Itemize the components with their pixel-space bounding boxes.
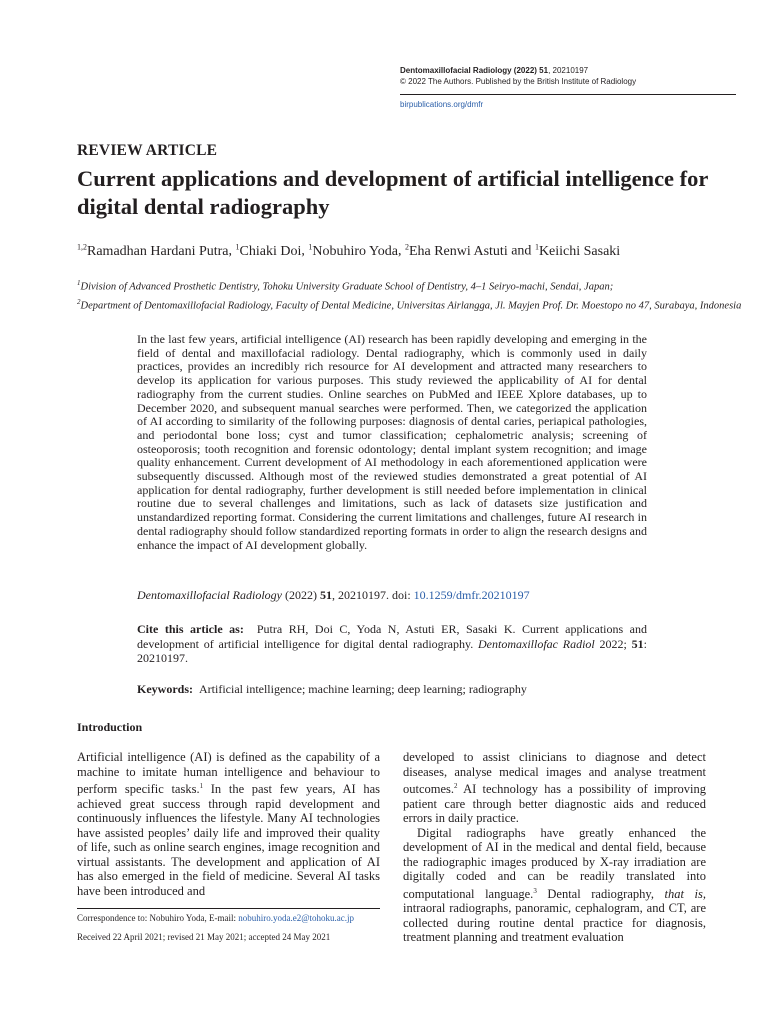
author-name: Ramadhan Hardani Putra	[87, 243, 229, 259]
body-paragraph	[77, 750, 380, 898]
journal-name: Dentomaxillofacial Radiology (2022)	[400, 66, 537, 75]
body-column-left	[77, 750, 380, 898]
citation-journal: Dentomaxillofacial Radiology	[137, 588, 282, 602]
footnotes	[77, 908, 380, 943]
affiliation-text: Division of Advanced Prosthetic Dentistry, Tohoku University Graduate School of Dentistry, 4–1 Seiryo-machi, Sendai, Japan;	[80, 281, 614, 293]
keywords	[137, 682, 647, 697]
paragraph-text: AI technology has a possibility of improving patient care through better diagnostic aids and reduced errors in daily practice.	[403, 782, 706, 826]
journal-article-id: , 20210197	[548, 66, 589, 75]
cite-as-volume: 51	[631, 636, 644, 651]
author-affiliation-marker: 1	[534, 242, 539, 251]
reference-marker[interactable]: 3	[533, 886, 537, 895]
correspondence-label: Correspondence to: Nobuhiro Yoda, E-mail:	[77, 913, 239, 923]
affiliation-number: 2	[77, 297, 81, 306]
received-dates: Received 22 April 2021; revised 21 May 2021; accepted 24 May 2021	[77, 932, 331, 942]
citation-volume: 51	[319, 588, 332, 602]
author-affiliation-marker: 1	[308, 242, 313, 251]
author-separator: ,	[397, 243, 405, 259]
cite-as-text: Putra RH, Doi C, Yoda N, Astuti ER, Sasaki K. Current applications and development of artificial intelligence for digital dental radiography.	[137, 622, 647, 651]
journal-url-link[interactable]: birpublications.org/dmfr	[400, 100, 484, 109]
author-separator: and	[507, 243, 535, 259]
body-paragraph	[403, 750, 706, 826]
affiliations	[77, 276, 742, 313]
author-separator: ,	[228, 243, 236, 259]
author	[236, 244, 302, 259]
cite-as-journal: Dentomaxillofac Radiol	[478, 636, 595, 651]
author-name: Eha Renwi Astuti	[408, 243, 508, 259]
author-affiliation-marker: 1	[235, 242, 240, 251]
cite-as-year: 2022;	[599, 636, 627, 651]
affiliation	[77, 276, 742, 295]
article-title: Current applications and development of artificial intelligence for digital dental radiography	[77, 166, 708, 219]
paragraph-text: Artificial intelligence (AI) is defined as the capability of a machine to imitate human intelligence and behaviour to perform specific tasks.	[77, 750, 380, 797]
paragraph-text: intraoral radiographs, panoramic, cephalogram, and CT, are collected during routine dental practice for diagnosis, treatment planning and treatment evaluation	[403, 901, 706, 945]
affiliation-number: 1	[77, 279, 81, 287]
author-list	[77, 242, 620, 260]
affiliation-text: Department of Dentomaxillofacial Radiology, Faculty of Dental Medicine, Universitas Airlangga, Jl. Mayjen Prof. Dr. Moestopo no 47, Surabaya, Indonesia	[80, 300, 742, 311]
abstract-citation-line	[137, 588, 530, 603]
citation-rest: , 20210197. doi:	[331, 588, 414, 602]
copyright-notice: © 2022 The Authors. Published by the British Institute of Radiology	[400, 76, 637, 86]
paragraph-text: In the past few years, AI has achieved great success through rapid development and continuously influences the lifestyle. Many AI technologies have assisted peoples’ daily life and improved their quality of life, such as online search engines, image recognition and virtual assistants. The development and application of AI has also emerged in the field of medicine. Several AI tasks have been introduced and	[77, 782, 380, 898]
journal-header	[400, 66, 736, 111]
section-heading-introduction: Introduction	[77, 720, 143, 734]
cite-as-pages: : 20210197.	[137, 636, 648, 665]
header-divider	[400, 94, 736, 95]
correspondence-note	[77, 912, 380, 924]
author	[535, 244, 620, 259]
citation-year: (2022)	[281, 588, 320, 602]
author-name: Nobuhiro Yoda	[312, 243, 398, 259]
author-name: Chiaki Doi	[239, 243, 302, 259]
author-separator: ,	[301, 243, 309, 259]
article-type: REVIEW ARTICLE	[77, 142, 218, 159]
paragraph-text: Digital radiographs have greatly enhanced the development of AI in the medical and dental field, because the radiographic images produced by X-ray irradiation are digitally coded and can be readily translated into computational language.	[403, 825, 706, 901]
author-affiliation-marker: 2	[404, 242, 409, 251]
author	[77, 244, 229, 259]
cite-as	[137, 622, 647, 666]
reference-marker[interactable]: 1	[199, 782, 204, 790]
keywords-text: Artificial intelligence; machine learning; deep learning; radiography	[199, 682, 527, 696]
email-link[interactable]: nobuhiro.yoda.e2@tohoku.ac.jp	[238, 913, 354, 923]
author	[405, 244, 508, 259]
paragraph-text: Dental radiography,	[536, 886, 665, 901]
keywords-label: Keywords:	[137, 682, 193, 696]
body-paragraph	[403, 826, 706, 945]
paragraph-italic: that is,	[664, 886, 706, 901]
doi-link[interactable]: 10.1259/dmfr.20210197	[413, 588, 530, 602]
body-column-right	[403, 750, 706, 945]
journal-citation	[400, 66, 736, 77]
author-affiliation-marker: 1,2	[77, 242, 87, 251]
author	[308, 244, 398, 259]
journal-volume: 51	[539, 66, 549, 75]
footnote-divider	[77, 908, 380, 909]
author-name: Keiichi Sasaki	[538, 243, 621, 259]
cite-as-label: Cite this article as:	[137, 622, 244, 636]
abstract: In the last few years, artificial intelligence (AI) research has been rapidly developing and emerging in the field of dental and maxillofacial radiology. Dental radiography, which is commonly used in daily practices, provides an incredibly rich resource for AI development and attracted many researchers to develop its application for various purposes. This study reviewed the applicability of AI for dental radiography from the current studies. Online searches on PubMed and IEEE Xplore databases, up to December 2020, and subsequent manual searches were performed. Then, we categorized the application of AI according to similarity of the following purposes: diagnosis of dental caries, periapical pathologies, and periodontal bone loss; cyst and tumor classification; cephalometric analysis; screening of osteoporosis; tooth recognition and forensic odontology; dental implant system recognition; and image quality enhancement. Current development of AI methodology in each aforementioned application were subsequently discussed. Although most of the reviewed studies demonstrated a great potential of AI application for dental radiography, further development is still needed before implementation in clinical routine due to several challenges and limitations, such as lack of datasets size justification and unstandardized reporting format. Considering the current limitations and challenges, future AI research in dental radiography should follow standardized reporting formats in order to align the research designs and enhance the impact of AI development globally.	[137, 332, 647, 552]
affiliation	[77, 295, 742, 314]
paragraph-text: developed to assist clinicians to diagnose and detect diseases, analyse medical images and analyse treatment outcomes.	[403, 750, 706, 797]
reference-marker[interactable]: 2	[454, 782, 458, 790]
